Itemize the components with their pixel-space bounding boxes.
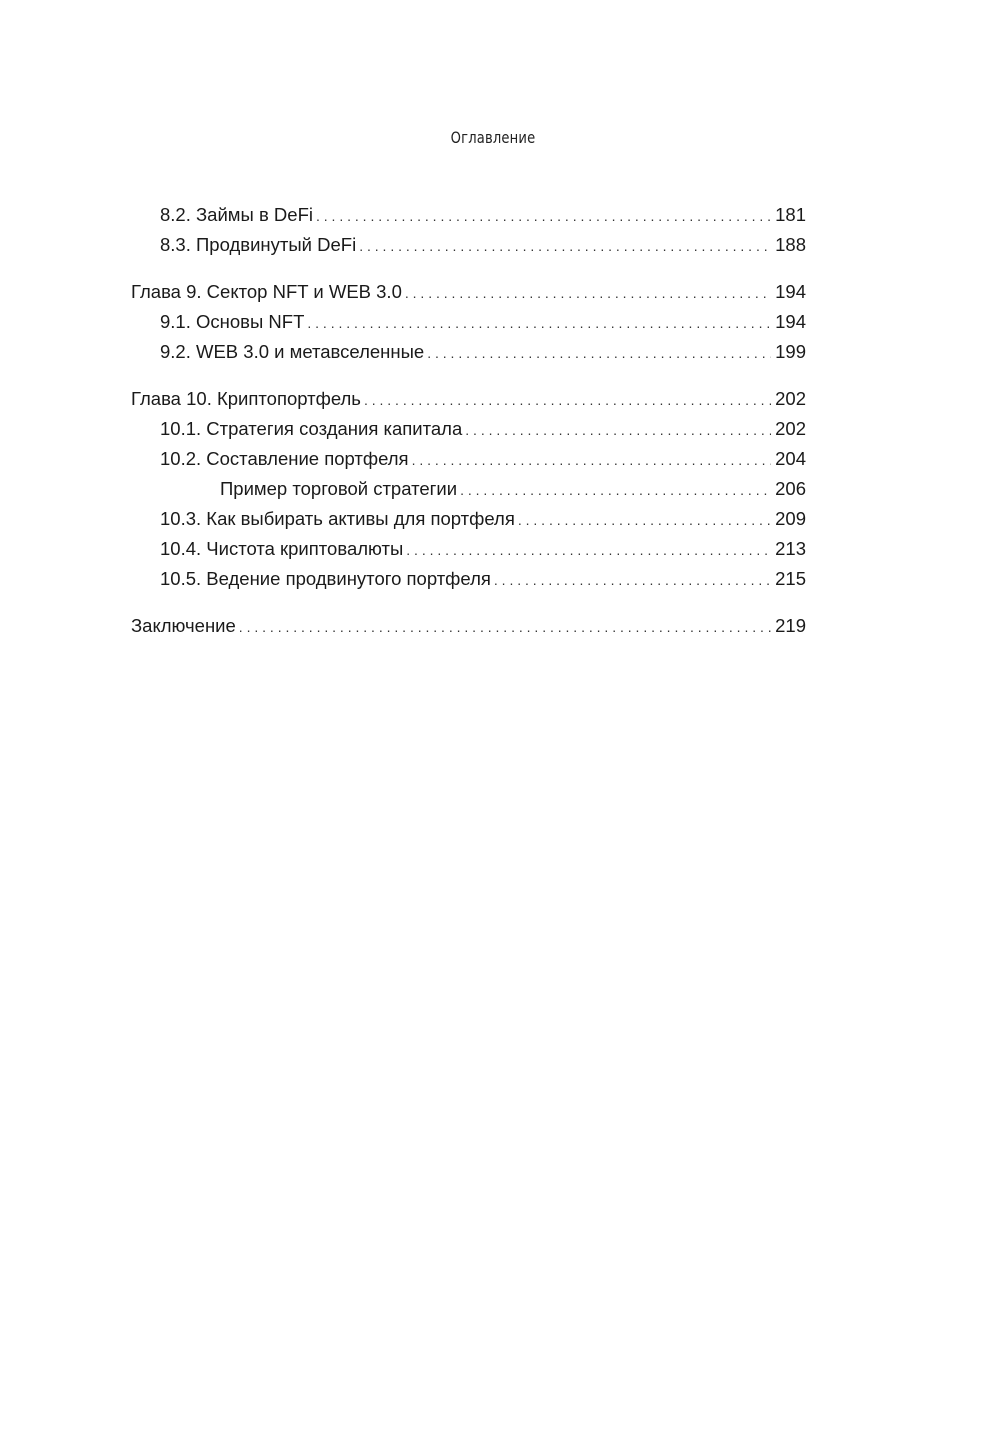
dot-leader	[460, 475, 771, 505]
toc-entry-title: 10.5. Ведение продвинутого портфеля	[160, 568, 491, 589]
dot-leader	[359, 231, 771, 261]
dot-leader	[406, 535, 771, 565]
toc-entry-page: 202	[775, 388, 806, 409]
toc-entry-page: 204	[775, 448, 806, 469]
dot-leader	[307, 308, 771, 338]
toc-entry-page: 202	[775, 418, 806, 439]
toc-entry-title: 10.1. Стратегия создания капитала	[160, 418, 463, 439]
dot-leader	[427, 338, 771, 368]
toc-entry-title: 9.2. WEB 3.0 и метавселенные	[160, 341, 425, 362]
dot-leader	[518, 505, 771, 535]
dot-leader	[364, 385, 771, 415]
toc-entry[interactable]	[131, 534, 806, 564]
toc-entry-title: 10.3. Как выбирать активы для портфеля	[160, 508, 515, 529]
toc-entry[interactable]	[131, 337, 806, 367]
toc-entry-page: 219	[775, 615, 806, 636]
toc-entry-page: 213	[775, 538, 806, 559]
dot-leader	[494, 565, 771, 595]
toc-chapter-entry[interactable]	[131, 277, 806, 307]
toc-entry-title: 8.3. Продвинутый DeFi	[160, 234, 357, 255]
toc-entry[interactable]	[131, 414, 806, 444]
toc-entry-title: 10.2. Составление портфеля	[160, 448, 409, 469]
toc-entry[interactable]	[131, 307, 806, 337]
dot-leader	[239, 612, 771, 642]
toc-chapter-entry[interactable]	[131, 384, 806, 414]
toc-chapter-entry[interactable]	[131, 611, 806, 641]
toc-entry-page: 199	[775, 341, 806, 362]
toc-entry[interactable]	[131, 444, 806, 474]
toc-entry[interactable]	[131, 230, 806, 260]
toc-entry-page: 206	[775, 478, 806, 499]
toc-entry-title: Пример торговой стратегии	[220, 478, 458, 499]
toc-entry-title: 10.4. Чистота криптовалюты	[160, 538, 404, 559]
toc-entry-page: 188	[775, 234, 806, 255]
toc-entry[interactable]	[131, 564, 806, 594]
toc-entry-page: 194	[775, 281, 806, 302]
toc-entry-title: 8.2. Займы в DeFi	[160, 204, 313, 225]
dot-leader	[412, 445, 772, 475]
dot-leader	[465, 415, 771, 445]
toc-entry[interactable]	[131, 200, 806, 230]
dot-leader	[405, 278, 771, 308]
toc-entry-page: 194	[775, 311, 806, 332]
running-title: Оглавление	[450, 128, 536, 147]
toc-entry-page: 215	[775, 568, 806, 589]
toc-entry-page: 181	[775, 204, 806, 225]
toc-entry-title: Глава 10. Криптопортфель	[131, 388, 361, 409]
toc-entry-page: 209	[775, 508, 806, 529]
toc-entry[interactable]	[131, 504, 806, 534]
toc-entry-title: 9.1. Основы NFT	[160, 311, 305, 332]
dot-leader	[316, 201, 771, 231]
toc-entry-title: Глава 9. Сектор NFT и WEB 3.0	[131, 281, 402, 302]
toc-subentry[interactable]	[131, 474, 806, 504]
toc-entry-title: Заключение	[131, 615, 236, 636]
table-of-contents	[131, 200, 806, 641]
